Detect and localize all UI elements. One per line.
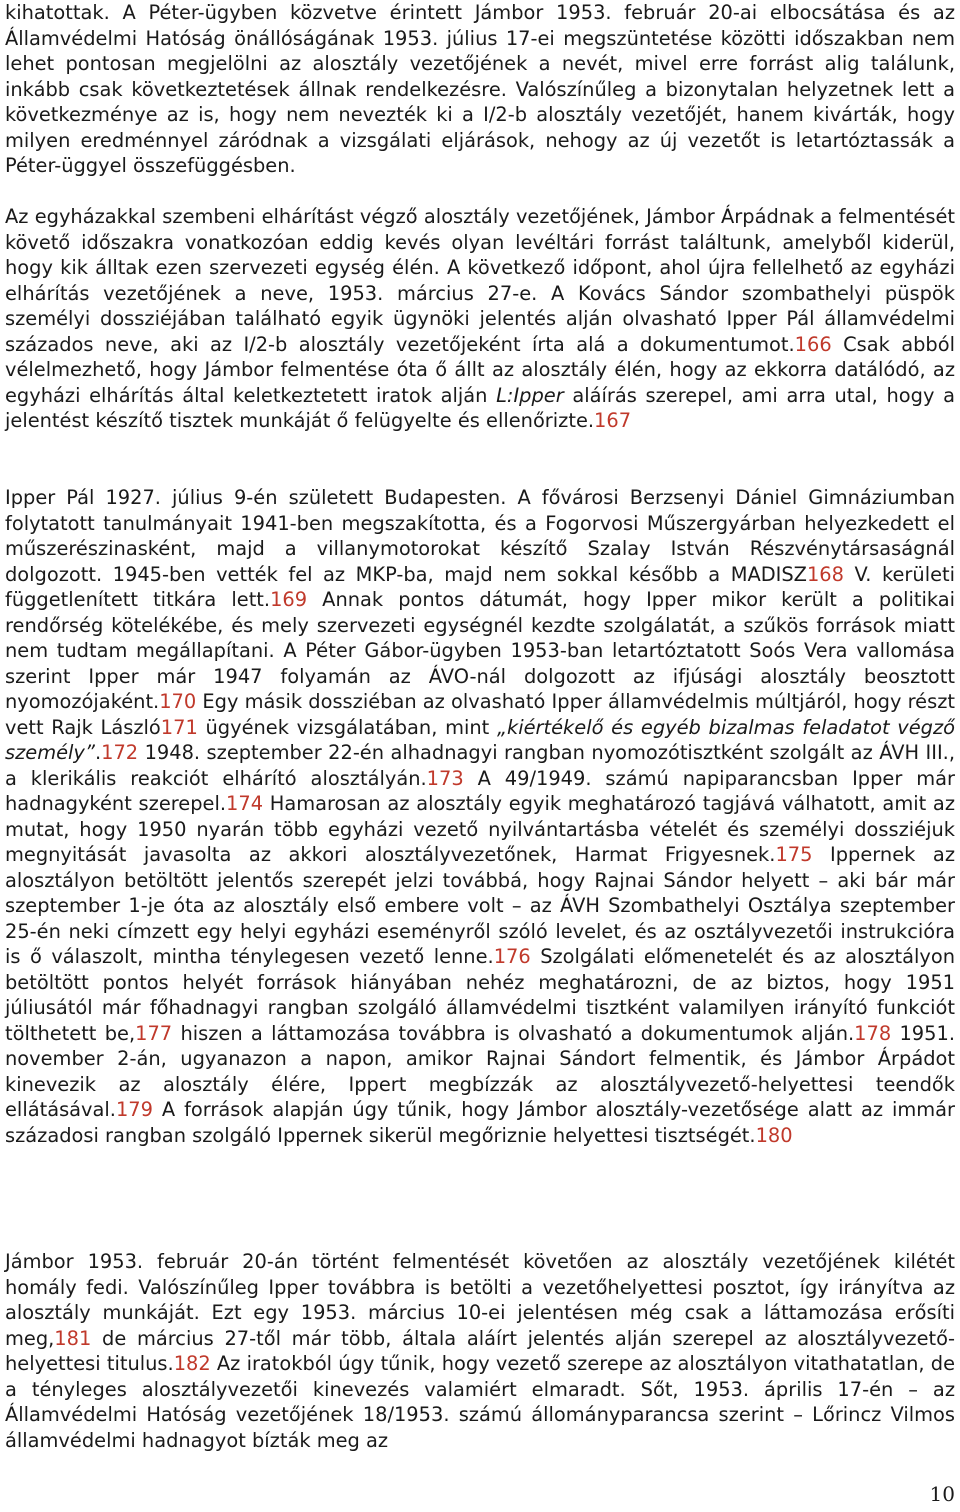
italic-text: „kiértékelő és egyéb bizalmas feladatot végző személy” (5, 715, 955, 764)
body-text: Az iratokból úgy tűnik, hogy vezető szerepe az alosztályon vitathatatlan, de a tényleges alosztályvezetői kinevezés valamiért elmaradt. Sőt, 1953. április 17-én – az Államvédelmi Hatóság vezetőjének 18/1953. számú állományparancsa szerint – Lőrincz Vilmos államvédelmi hadnagyot bízták meg az (5, 1352, 955, 1452)
footnote-ref: 168 (806, 562, 844, 586)
body-text: Hamarosan az alosztály egyik meghatározó tagjává válhatott, amit az mutat, hogy 1950 nyarán több egyházi vezető nyilvántartásba vételét és személyi dossziéjuk megnyitását javasolta az akkori alosztályvezetőnek, Harmat Frigyesnek. (5, 792, 955, 866)
body-text: Ippernek az alosztályon betöltött jelentős szerepét jelzi továbbá, hogy Rajnai Sándor helyett – aki bár már szeptember 1-je óta az alosztály első embere volt – az ÁVH Szombathelyi Osztálya szeptember 25-én neki címzett egy helyi egyházi eseményről szóló levelet, és az osztályvezetői instrukcióra is ő válaszolt, mintha ténylegesen vezető lenne. (5, 843, 955, 968)
footnote-ref: 169 (270, 588, 308, 611)
paragraph (5, 0, 955, 179)
italic-text: L:Ipper (496, 383, 564, 407)
footnote-ref: 167 (594, 409, 632, 432)
body-text: 1948. szeptember 22-én alhadnagyi rangban nyomozótisztként szolgált az ÁVH III., a klerikális reakciót elhárító alosztályán. (5, 741, 955, 790)
body-text: V. kerületi függetlenített titkára lett. (5, 562, 956, 611)
footnote-ref: 173 (426, 766, 464, 790)
footnote-ref: 180 (755, 1123, 793, 1147)
footnote-ref: 181 (54, 1326, 92, 1350)
page-number: 10 (929, 1482, 955, 1506)
body-text: Jámbor 1953. február 20-án történt felmentését követően az alosztály vezetőjének kilétét homály fedi. Valószínűleg Ipper továbbra is betölti a vezetőhelyettesi posztot, így irányítva az alosztály munkáját. Ezt egy 1953. március 10-ei jelentésen még csak a láttamozása erősíti meg, (5, 1250, 955, 1350)
footnote-ref: 170 (159, 690, 197, 713)
footnote-ref: 172 (101, 741, 139, 764)
body-text: hiszen a láttamozása továbbra is olvasható a dokumentumok alján. (172, 1021, 855, 1045)
body-text: Szolgálati előmenetelét és az alosztályon betöltött pontos helyét források hiányában nehéz meghatározni, de az biztos, hogy 1951 júliusától már főhadnagyi rangban szolgáló államvédelmi tisztként valamilyen irányító funkciót tölthetett be, (5, 945, 956, 1045)
body-text: 1951. november 2-án, ugyanazon a napon, amikor Rajnai Sándort felmentik, és Jámbor Árpádot kinevezik az alosztály élére, Ippert megbízzák az alosztályvezető-helyettesi teendők ellátásával. (5, 1021, 955, 1121)
body-text: Egy másik dossziéban az olvasható Ipper államvédelmis múltjáról, hogy részt vett Rajk László (5, 690, 955, 739)
body-text: Annak pontos dátumát, hogy Ipper mikor került a politikai rendőrség kötelékébe, és mely szervezeti egységnél kezdte szolgálatát, a szűkös források miatt nem tudtam megállapítani. A Péter Gábor-ügyben 1953-ban letartóztatott Soós Vera vallomása szerint Ipper már 1947 folyamán az ÁVO-nál dolgozott az ifjúsági alosztály beosztott nyomozójaként. (5, 588, 955, 713)
paragraph (5, 485, 955, 1148)
footnote-ref: 178 (854, 1021, 892, 1045)
footnote-ref: 179 (115, 1098, 153, 1121)
body-text: de március 27-től már több, általa aláírt jelentés alján szerepel az alosztályvezető-helyettesi titulus. (5, 1326, 955, 1375)
footnote-ref: 182 (173, 1352, 211, 1375)
body-text: aláírás szerepel, ami arra utal, hogy a jelentést készítő tisztek munkáját ő felügyelte és ellenőrizte. (5, 383, 955, 432)
body-text: Ipper Pál 1927. július 9-én született Budapesten. A fővárosi Berzsenyi Dániel Gimnáziumban folytatott tanulmányait 1941-ben megszakította, és a Fogorvosi Műszergyárban helyezkedett el műszerészinasként, majd a villanymotorokat készítő Szalay István Részvénytársaságnál dolgozott. 1945-ben vették fel az MKP-ba, majd nem sokkal később a MADISZ (5, 486, 955, 586)
footnote-ref: 166 (794, 332, 832, 356)
paragraph (5, 1249, 955, 1453)
body-text: . (94, 741, 102, 764)
footnote-ref: 174 (226, 792, 264, 815)
body-text: Csak abból vélelmezhető, hogy Jámbor felmentése óta ő állt az alosztály élén, hogy az ekkorra datálódó, az egyházi elhárítás által keletkeztetett iratok alján (5, 332, 955, 407)
footnote-ref: 177 (135, 1021, 173, 1045)
footnote-ref: 171 (160, 715, 198, 739)
body-text: Az egyházakkal szembeni elhárítást végző alosztály vezetőjének, Jámbor Árpádnak a felmentését követő időszakra vonatkozóan eddig kevés olyan levéltári forrást találtunk, amelyből kiderül, hogy kik álltak ezen szervezeti egység élén. A következő időpont, ahol újra fellelhető az egyházi elhárítás vezetőjének a neve, 1953. március 27-e. A Kovács Sándor szombathelyi püspök személyi dossziéjában található egyik ügynöki jelentés alján olvasható Ipper Pál államvédelmi százados neve, aki az I/2-b alosztály vezetőjeként írta alá a dokumentumot. (5, 205, 955, 356)
footnote-ref: 175 (775, 843, 813, 866)
body-text: ügyének vizsgálatában, mint (197, 715, 497, 739)
body-text: kihatottak. A Péter-ügyben közvetve érintett Jámbor 1953. február 20-ai elbocsátása és az Államvédelmi Hatóság önállóságának 1953. július 17-ei megszüntetése közötti időszakban nem lehet pontosan megjelölni az alosztály vezetőjének a nevét, mivel erre forrást alig találunk, inkább csak következtetések állnak rendelkezésre. Valószínűleg a bizonytalan helyzetnek lett a következménye az is, hogy nem nevezték ki a I/2-b alosztály vezetőjét, hanem kivárták, hogy milyen eredménnyel záródnak a vizsgálati eljárások, nehogy az új vezetőt is letartóztassák a Péter-üggyel összefüggésben. (5, 1, 955, 177)
paragraph (5, 204, 955, 434)
footnote-ref: 176 (493, 945, 531, 968)
body-text: A források alapján úgy tűnik, hogy Jámbor alosztály-vezetősége alatt az immár századosi rangban szolgáló Ippernek sikerül megőriznie helyettesi tisztségét. (5, 1098, 955, 1147)
body-text: A 49/1949. számú napiparancsban Ipper már hadnagyként szerepel. (5, 766, 955, 815)
